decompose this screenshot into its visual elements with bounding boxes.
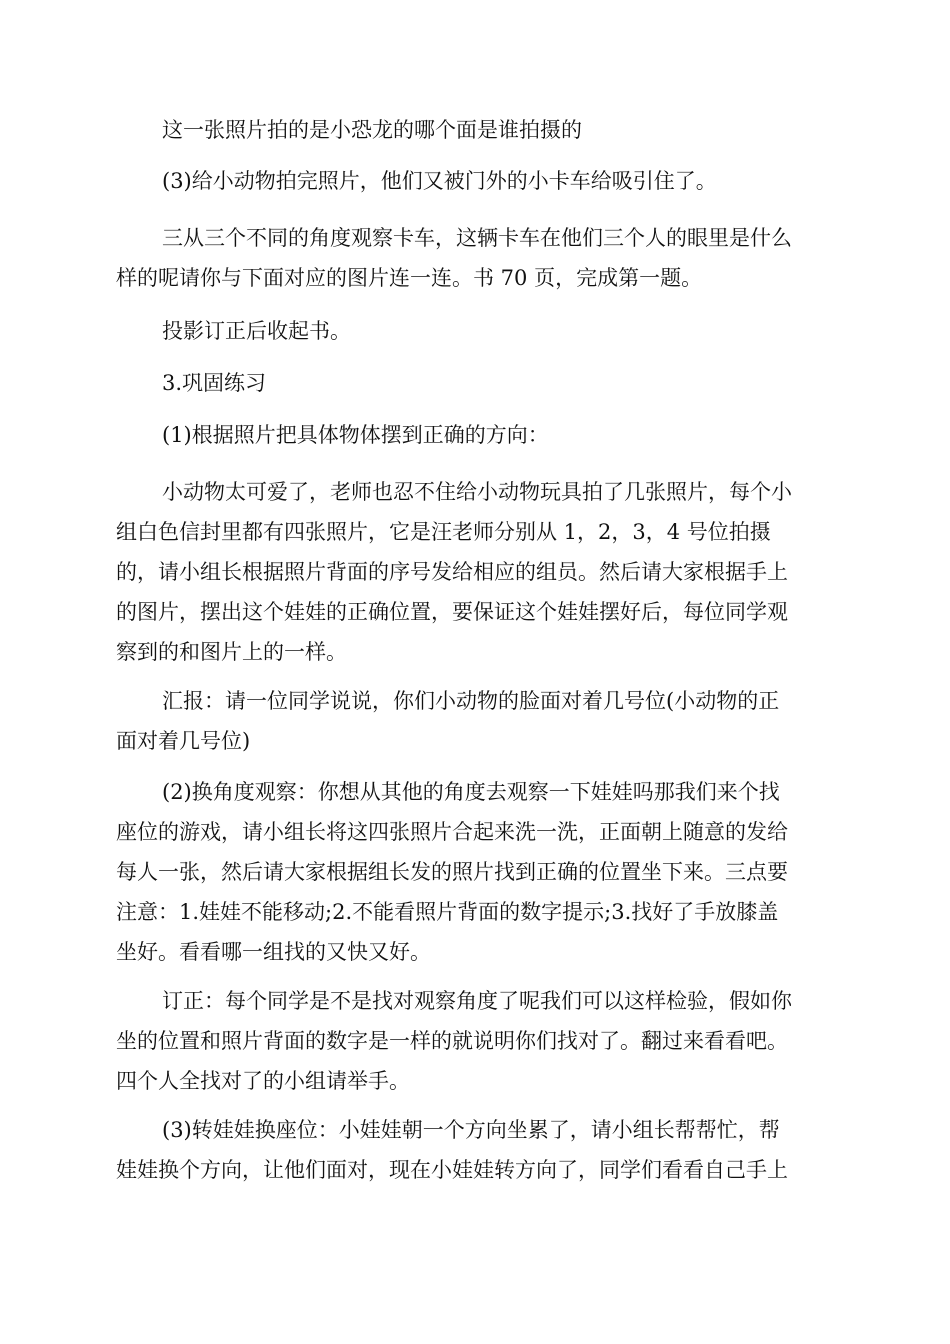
- text-line: 的，请小组长根据照片背面的序号发给相应的组员。然后请大家根据手上: [116, 560, 788, 584]
- text-line: 组白色信封里都有四张照片，它是汪老师分别从 1，2，3，4 号位拍摄: [116, 520, 771, 544]
- text-line: 样的呢请你与下面对应的图片连一连。书 70 页，完成第一题。: [116, 266, 703, 290]
- text-line: (3)转娃娃换座位：小娃娃朝一个方向坐累了，请小组长帮帮忙，帮: [162, 1118, 780, 1142]
- text-line: 娃娃换个方向，让他们面对，现在小娃娃转方向了，同学们看看自己手上: [116, 1158, 788, 1182]
- text-line: 坐的位置和照片背面的数字是一样的就说明你们找对了。翻过来看看吧。: [116, 1029, 788, 1053]
- text-line: 坐好。看看哪一组找的又快又好。: [116, 940, 431, 964]
- paragraph-7: [116, 472, 836, 672]
- paragraph-4: [116, 311, 836, 351]
- paragraph-2: [116, 161, 836, 201]
- paragraph-5: [116, 363, 836, 403]
- paragraph-8: [116, 681, 836, 761]
- text-line: 座位的游戏，请小组长将这四张照片合起来洗一洗，正面朝上随意的发给: [116, 820, 788, 844]
- text-line: 这一张照片拍的是小恐龙的哪个面是谁拍摄的: [162, 118, 582, 142]
- text-line: 每人一张，然后请大家根据组长发的照片找到正确的位置坐下来。三点要: [116, 860, 788, 884]
- paragraph-11: [116, 1110, 836, 1190]
- text-line: 小动物太可爱了，老师也忍不住给小动物玩具拍了几张照片，每个小: [162, 480, 792, 504]
- text-line: 三从三个不同的角度观察卡车，这辆卡车在他们三个人的眼里是什么: [162, 226, 792, 250]
- text-line: 注意：1.娃娃不能移动;2.不能看照片背面的数字提示;3.找好了手放膝盖: [116, 900, 779, 924]
- text-line: 的图片，摆出这个娃娃的正确位置，要保证这个娃娃摆好后，每位同学观: [116, 600, 788, 624]
- text-line: 3.巩固练习: [162, 371, 267, 395]
- paragraph-1: [116, 110, 836, 150]
- text-line: 汇报：请一位同学说说，你们小动物的脸面对着几号位(小动物的正: [162, 689, 780, 713]
- text-line: (3)给小动物拍完照片，他们又被门外的小卡车给吸引住了。: [162, 169, 717, 193]
- paragraph-6: [116, 415, 836, 455]
- text-line: (2)换角度观察：你想从其他的角度去观察一下娃娃吗那我们来个找: [162, 780, 780, 804]
- text-line: (1)根据照片把具体物体摆到正确的方向：: [162, 423, 549, 447]
- text-line: 订正：每个同学是不是找对观察角度了呢我们可以这样检验，假如你: [162, 989, 792, 1013]
- text-line: 投影订正后收起书。: [162, 319, 351, 343]
- text-line: 面对着几号位): [116, 729, 251, 753]
- text-line: 四个人全找对了的小组请举手。: [116, 1069, 410, 1093]
- text-line: 察到的和图片上的一样。: [116, 640, 347, 664]
- paragraph-3: [116, 218, 836, 298]
- paragraph-9: [116, 772, 836, 972]
- paragraph-10: [116, 981, 836, 1101]
